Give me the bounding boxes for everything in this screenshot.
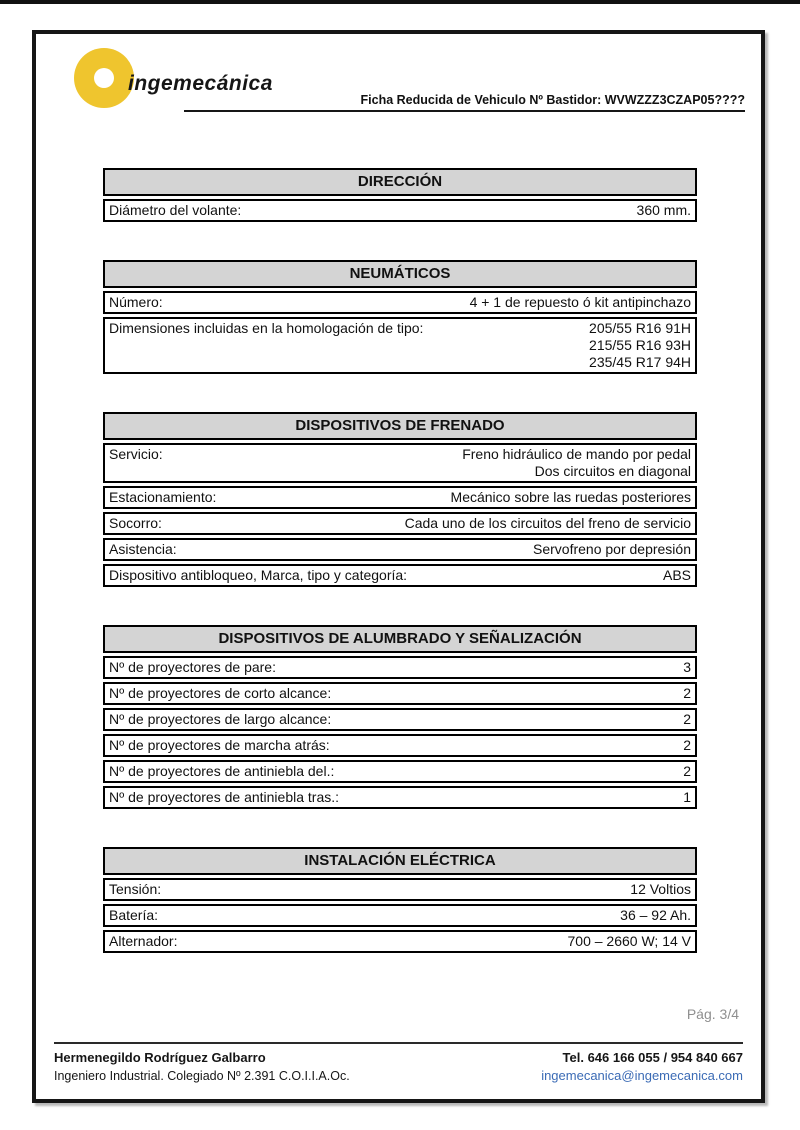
row-label: Socorro: [109, 515, 162, 531]
logo-wordmark: ingemecánica [128, 72, 273, 95]
spec-section [103, 625, 697, 809]
table-row [103, 486, 697, 509]
section-title: NEUMÁTICOS [103, 260, 697, 288]
table-row [103, 656, 697, 679]
row-value: 12 Voltios [630, 881, 691, 897]
row-label: Batería: [109, 907, 159, 923]
row-label: Diámetro del volante: [109, 202, 242, 218]
document-footer [54, 1042, 743, 1085]
company-logo [72, 44, 372, 134]
row-label: Nº de proyectores de largo alcance: [109, 711, 332, 727]
row-value: 36 – 92 Ah. [620, 907, 691, 923]
table-row [103, 538, 697, 561]
document-title: Ficha Reducida de Vehiculo Nº Bastidor: WVWZZZ3CZAP05???? [360, 93, 745, 107]
row-value: 2 [683, 737, 691, 753]
row-value: 205/55 R16 91H 215/55 R16 93H 235/45 R17 94H [589, 320, 691, 370]
table-row [103, 199, 697, 222]
window-top-edge [0, 0, 800, 4]
row-value: 4 + 1 de repuesto ó kit antipinchazo [469, 294, 691, 310]
section-title: DIRECCIÓN [103, 168, 697, 196]
row-value: Servofreno por depresión [533, 541, 691, 557]
section-rows [103, 291, 697, 374]
author-credentials: Ingeniero Industrial. Colegiado Nº 2.391 C.O.I.I.A.Oc. [54, 1069, 350, 1083]
table-row [103, 317, 697, 374]
section-title: DISPOSITIVOS DE FRENADO [103, 412, 697, 440]
footer-contact-block [541, 1049, 743, 1085]
table-row [103, 682, 697, 705]
row-label: Tensión: [109, 881, 162, 897]
row-label: Asistencia: [109, 541, 177, 557]
table-row [103, 734, 697, 757]
spec-section [103, 168, 697, 222]
row-value: ABS [662, 567, 691, 583]
row-value: 700 – 2660 W; 14 V [567, 933, 691, 949]
gear-logo-icon [74, 48, 134, 108]
table-row [103, 904, 697, 927]
table-row [103, 443, 697, 483]
document-page [32, 30, 765, 1103]
row-label: Nº de proyectores de corto alcance: [109, 685, 332, 701]
row-label: Servicio: [109, 446, 163, 462]
spec-tables [103, 168, 697, 991]
page-number: Pág. 3/4 [686, 1006, 739, 1022]
section-rows [103, 878, 697, 953]
row-value: 2 [683, 763, 691, 779]
row-label: Nº de proyectores de antiniebla tras.: [109, 789, 340, 805]
table-row [103, 760, 697, 783]
row-label: Nº de proyectores de pare: [109, 659, 276, 675]
table-row [103, 878, 697, 901]
row-value: 2 [683, 685, 691, 701]
row-label: Dispositivo antibloqueo, Marca, tipo y categoría: [109, 567, 408, 583]
row-value: Mecánico sobre las ruedas posteriores [450, 489, 691, 505]
document-header [184, 92, 745, 112]
row-label: Nº de proyectores de marcha atrás: [109, 737, 330, 753]
table-row [103, 512, 697, 535]
row-label: Número: [109, 294, 163, 310]
spec-section [103, 847, 697, 953]
row-value: Cada uno de los circuitos del freno de servicio [404, 515, 691, 531]
contact-email-link[interactable]: ingemecanica@ingemecanica.com [541, 1068, 743, 1083]
footer-author-block [54, 1049, 350, 1085]
section-rows [103, 656, 697, 809]
table-row [103, 291, 697, 314]
row-value: 360 mm. [636, 202, 691, 218]
section-rows [103, 199, 697, 222]
row-label: Alternador: [109, 933, 178, 949]
row-label: Dimensiones incluidas en la homologación de tipo: [109, 320, 424, 336]
table-row [103, 930, 697, 953]
table-row [103, 786, 697, 809]
spec-section [103, 412, 697, 587]
row-label: Estacionamiento: [109, 489, 217, 505]
table-row [103, 708, 697, 731]
section-rows [103, 443, 697, 587]
spec-section [103, 260, 697, 374]
section-title: INSTALACIÓN ELÉCTRICA [103, 847, 697, 875]
row-value: Freno hidráulico de mando por pedal Dos circuitos en diagonal [462, 446, 691, 479]
row-value: 2 [683, 711, 691, 727]
author-name: Hermenegildo Rodríguez Galbarro [54, 1050, 266, 1065]
row-label: Nº de proyectores de antiniebla del.: [109, 763, 335, 779]
table-row [103, 564, 697, 587]
contact-phone: Tel. 646 166 055 / 954 840 667 [562, 1050, 743, 1065]
row-value: 3 [683, 659, 691, 675]
row-value: 1 [683, 789, 691, 805]
section-title: DISPOSITIVOS DE ALUMBRADO Y SEÑALIZACIÓN [103, 625, 697, 653]
